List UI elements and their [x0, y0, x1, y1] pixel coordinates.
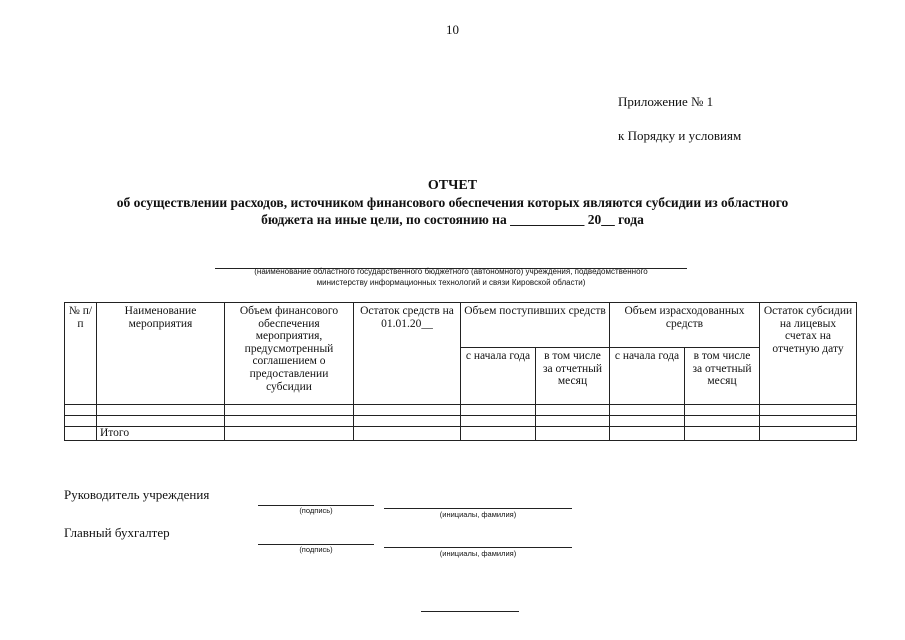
report-subtitle [60, 194, 845, 228]
accountant-signature-caption: (подпись) [299, 545, 333, 554]
header-balance-end: Остаток субсидии на лицевых счетах на отчетную дату [760, 303, 857, 405]
table-cell[interactable] [536, 405, 610, 416]
head-initials-line[interactable] [384, 508, 572, 509]
report-subtitle-line-1: об осуществлении расходов, источником финансового обеспечения которых являются субсидии из областного [116, 195, 789, 210]
table-cell[interactable] [65, 416, 97, 427]
head-signature-caption: (подпись) [299, 506, 333, 515]
table-cell[interactable] [354, 416, 461, 427]
table-header-row [65, 303, 857, 348]
page-number: 10 [446, 22, 459, 37]
accountant-signature-label: Главный бухгалтер [64, 525, 170, 540]
head-signature-label: Руководитель учреждения [64, 487, 210, 502]
organization-caption-line-2: министерству информационных технологий и связи Кировской области) [316, 278, 586, 287]
table-cell[interactable] [610, 427, 685, 441]
appendix-subtitle: к Порядку и условиям [618, 128, 742, 143]
table-cell[interactable] [354, 427, 461, 441]
table-cell[interactable] [536, 416, 610, 427]
table-total-row [65, 427, 857, 441]
report-table [64, 302, 857, 441]
table-row [65, 405, 857, 416]
header-name: Наименование мероприятия [97, 303, 225, 405]
page-bottom-rule [421, 611, 519, 612]
report-title: ОТЧЕТ [427, 178, 478, 193]
table-cell[interactable] [685, 405, 760, 416]
table-cell[interactable] [461, 416, 536, 427]
subheader-received-month: в том числе за отчетный месяц [536, 348, 610, 405]
total-label: Итого [97, 427, 225, 441]
appendix-title: Приложение № 1 [618, 94, 714, 109]
header-spent: Объем израсходованных средств [610, 303, 760, 348]
table-cell[interactable] [461, 405, 536, 416]
subheader-spent-month: в том числе за отчетный месяц [685, 348, 760, 405]
header-received: Объем поступивших средств [461, 303, 610, 348]
header-volume: Объем финансового обеспечения мероприятия, предусмотренный соглашением о предоставлении субсидии [225, 303, 354, 405]
table-cell[interactable] [225, 405, 354, 416]
table-cell[interactable] [354, 405, 461, 416]
table-cell[interactable] [536, 427, 610, 441]
table-cell[interactable] [461, 427, 536, 441]
organization-caption-line-1: (наименование областного государственного бюджетного (автономного) учреждения, подведомственного [254, 267, 648, 276]
table-cell[interactable] [225, 427, 354, 441]
table-cell[interactable] [610, 416, 685, 427]
accountant-initials-line[interactable] [384, 547, 572, 548]
organization-name-caption [215, 266, 687, 288]
table-cell[interactable] [97, 405, 225, 416]
table-cell[interactable] [65, 405, 97, 416]
head-initials-caption: (инициалы, фамилия) [439, 510, 517, 519]
report-subtitle-line-2: бюджета на иные цели, по состоянию на ___________ 20__ года [261, 212, 644, 227]
table-cell[interactable] [97, 416, 225, 427]
subheader-spent-ytd: с начала года [610, 348, 685, 405]
header-balance-start: Остаток средств на 01.01.20__ [354, 303, 461, 405]
table-cell[interactable] [685, 416, 760, 427]
table-row [65, 416, 857, 427]
table-cell[interactable] [760, 416, 857, 427]
table-cell[interactable] [610, 405, 685, 416]
table-cell[interactable] [225, 416, 354, 427]
table-cell[interactable] [760, 405, 857, 416]
table-cell [65, 427, 97, 441]
subheader-received-ytd: с начала года [461, 348, 536, 405]
table-cell[interactable] [760, 427, 857, 441]
header-num: № п/п [65, 303, 97, 405]
table-cell[interactable] [685, 427, 760, 441]
accountant-initials-caption: (инициалы, фамилия) [439, 549, 517, 558]
